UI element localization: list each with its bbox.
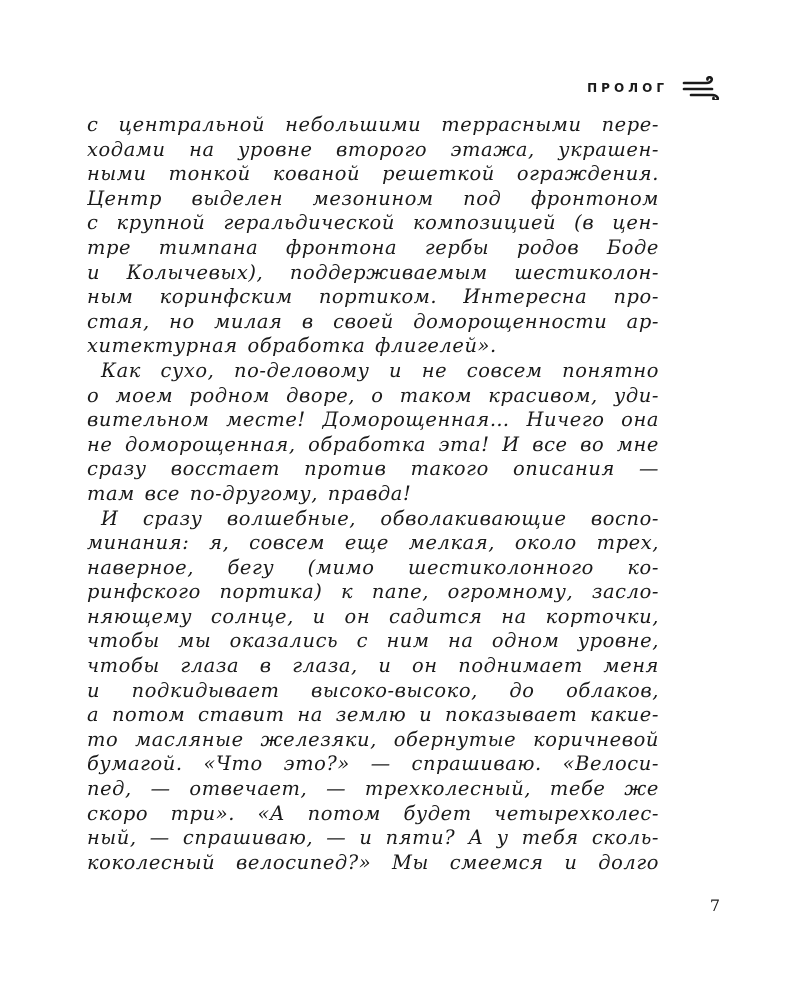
text-line: И сразу волшебные, обволакивающие воспо- — [101, 506, 659, 530]
text-line: скоро три». «А потом будет четырехколес- — [87, 801, 659, 825]
text-line: Центр выделен мезонином под фронтоном — [87, 186, 659, 210]
text-line: бумагой. «Что это?» — спрашиваю. «Велоси- — [87, 752, 659, 776]
text-line: минания: я, совсем еще мелкая, около трех, — [87, 531, 659, 555]
text-line: ным коринфским портиком. Интересна про- — [87, 285, 659, 309]
text-line: там все по-другому, правда! — [87, 481, 412, 505]
text-line: пед, — отвечает, — трехколесный, тебе же — [87, 777, 659, 801]
text-line: с центральной небольшими террасными пере- — [87, 113, 659, 136]
running-header — [587, 76, 722, 100]
text-line: ходами на уровне второго этажа, украшен- — [87, 137, 659, 161]
text-line: хитектурная обработка флигелей». — [87, 334, 497, 358]
text-line: чтобы глаза в глаза, и он поднимает меня — [87, 654, 659, 678]
text-line: ными тонкой кованой решеткой ограждения. — [87, 162, 659, 186]
text-line: ринфского портика) к папе, огромному, засло- — [87, 580, 659, 604]
wind-icon — [682, 76, 722, 100]
body-text — [87, 113, 659, 875]
text-line: и подкидывает высоко-высоко, до облаков, — [87, 678, 659, 702]
text-line: и Колычевых), поддерживаемым шестиколон- — [87, 260, 659, 284]
text-line: няющему солнце, и он садится на корточки, — [87, 604, 659, 628]
section-title: ПРОЛОГ — [587, 81, 668, 95]
text-line: стая, но милая в своей доморощенности ар- — [87, 309, 659, 333]
text-line: а потом ставит на землю и показывает какие- — [87, 703, 659, 727]
text-line: то масляные железяки, обернутые коричневой — [87, 727, 659, 751]
text-line: тре тимпана фронтона гербы родов Боде — [87, 235, 659, 259]
text-line: Как сухо, по-деловому и не совсем понятно — [101, 358, 659, 382]
text-line: сразу восстает против такого описания — — [87, 457, 659, 481]
text-line: ный, — спрашиваю, — и пяти? А у тебя сколь- — [87, 826, 659, 850]
page-number: 7 — [709, 896, 720, 915]
text-line: чтобы мы оказались с ним на одном уровне, — [87, 629, 659, 653]
text-line: вительном месте! Доморощенная… Ничего она — [87, 408, 659, 432]
text-line: коколесный велосипед?» Мы смеемся и долго — [87, 850, 659, 874]
text-line: наверное, бегу (мимо шестиколонного ко- — [87, 555, 659, 579]
text-line: с крупной геральдической композицией (в цен- — [87, 211, 659, 235]
text-line: о моем родном дворе, о таком красивом, уди- — [87, 383, 659, 407]
text-line: не доморощенная, обработка эта! И все во мне — [87, 432, 659, 456]
